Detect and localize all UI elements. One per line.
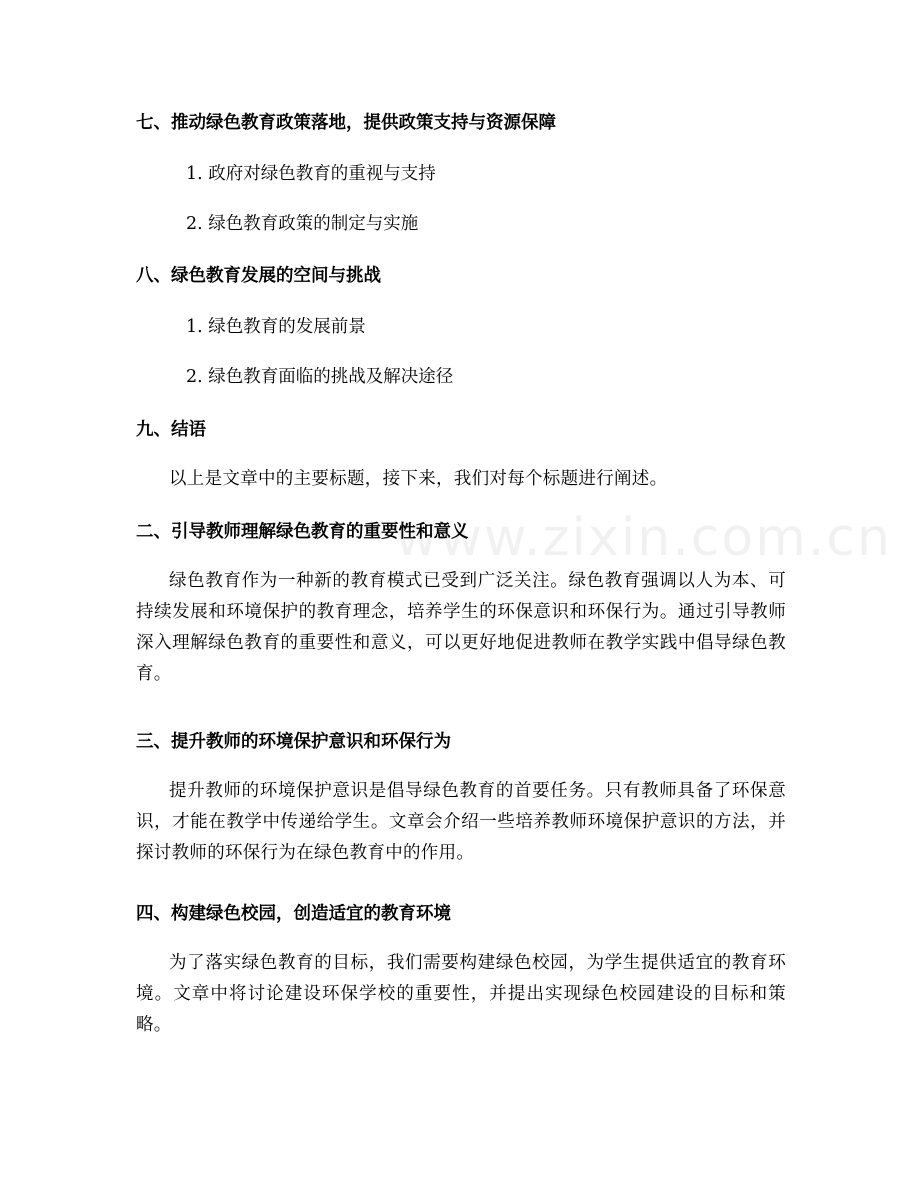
section-heading-8: 八、绿色教育发展的空间与挑战 [136, 266, 381, 286]
section-paragraph: 以上是文章中的主要标题，接下来，我们对每个标题进行阐述。 [169, 469, 668, 489]
section-heading-4: 四、构建绿色校园，创造适宜的教育环境 [136, 904, 451, 924]
section-heading-2: 二、引导教师理解绿色教育的重要性和意义 [136, 522, 469, 542]
watermark: www.zixin.com.cn [395, 508, 892, 568]
list-item: 1. 绿色教育的发展前景 [186, 317, 366, 337]
section-paragraph: 绿色教育作为一种新的教育模式已受到广泛关注。绿色教育强调以人为本、可持续发展和环境保护的教育理念，培养学生的环保意识和环保行为。通过引导教师深入理解绿色教育的重要性和意义，可以更好地促进教师在教学实践中倡导绿色教育。 [136, 571, 786, 684]
section-heading-7: 七、推动绿色教育政策落地，提供政策支持与资源保障 [136, 113, 556, 133]
section-heading-3: 三、提升教师的环境保护意识和环保行为 [136, 732, 451, 752]
list-item: 2. 绿色教育面临的挑战及解决途径 [186, 367, 454, 387]
section-paragraph: 为了落实绿色教育的目标，我们需要构建绿色校园，为学生提供适宜的教育环境。文章中将讨论建设环保学校的重要性，并提出实现绿色校园建设的目标和策略。 [136, 953, 786, 1035]
list-item: 1. 政府对绿色教育的重视与支持 [186, 164, 436, 184]
section-heading-9: 九、结语 [136, 420, 206, 440]
list-item: 2. 绿色教育政策的制定与实施 [186, 214, 419, 234]
section-paragraph: 提升教师的环境保护意识是倡导绿色教育的首要任务。只有教师具备了环保意识，才能在教学中传递给学生。文章会介绍一些培养教师环境保护意识的方法，并探讨教师的环保行为在绿色教育中的作用。 [136, 781, 786, 863]
